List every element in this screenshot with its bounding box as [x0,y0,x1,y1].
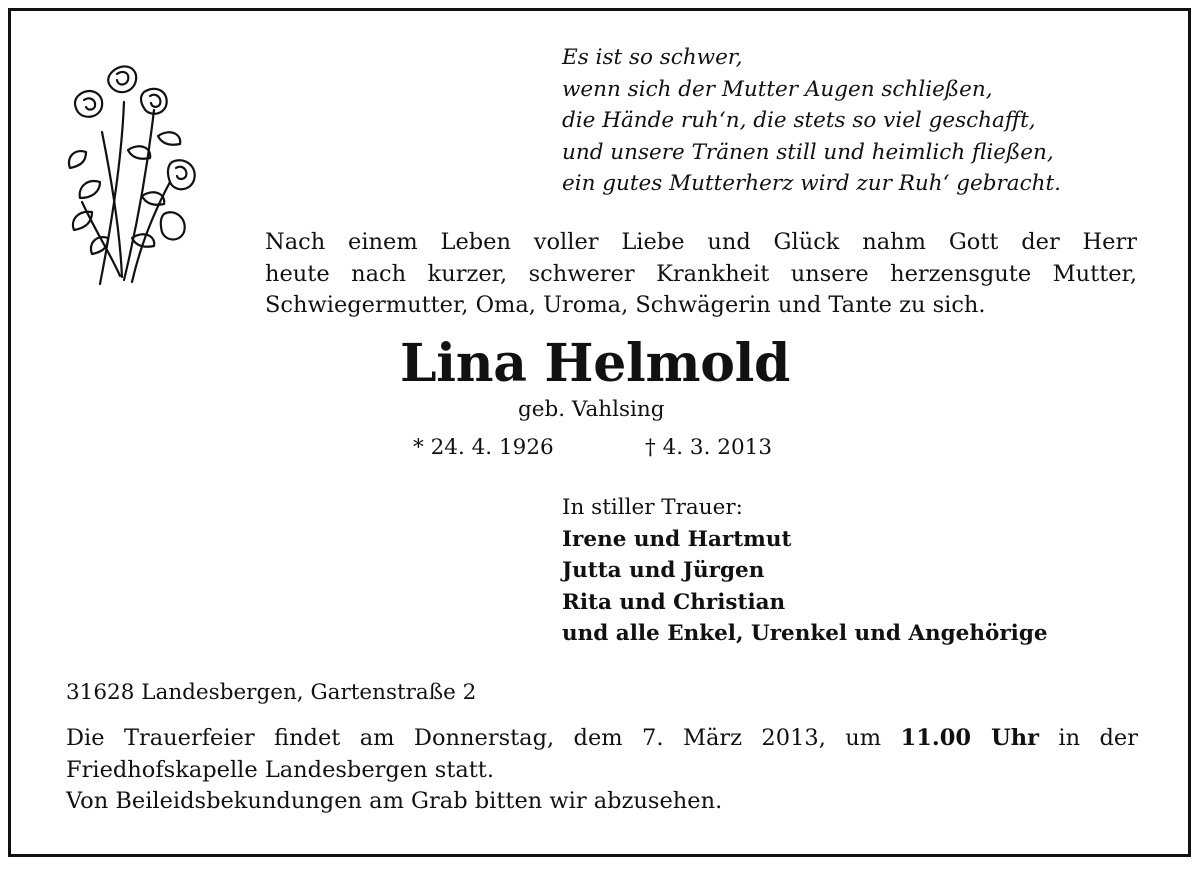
poem-line: ein gutes Mutterherz wird zur Ruh‘ gebracht. [562,171,1061,197]
mourner-name: Rita und Christian [562,589,786,615]
mourner-name: Jutta und Jürgen [562,558,765,584]
birth-date: * 24. 4. 1926 [413,435,554,460]
death-date: † 4. 3. 2013 [645,435,772,460]
deceased-name: Lina Helmold [400,333,791,394]
roses-icon [62,62,207,287]
mourners-block [562,492,1048,650]
service-text: in der [1058,725,1138,751]
mourners-heading: In stiller Trauer: [562,495,743,520]
intro-line: Schwiegermutter, Oma, Uroma, Schwägerin und Tante zu sich. [265,292,986,319]
intro-text [265,227,1137,322]
poem-line: und unsere Tränen still und heimlich fließen, [562,139,1054,165]
mourner-name: und alle Enkel, Urenkel und Angehörige [562,621,1048,647]
service-time: 11.00 Uhr [900,725,1039,751]
poem-line: die Hände ruh‘n, die stets so viel geschafft, [562,108,1036,134]
intro-line: heute nach kurzer, schwerer Krankheit unsere herzensgute Mutter, [265,260,1137,287]
service-info [66,723,1138,818]
poem [562,42,1172,200]
poem-line: Es ist so schwer, [562,45,743,70]
address: 31628 Landesbergen, Gartenstraße 2 [66,680,477,705]
mourner-name: Irene und Hartmut [562,526,792,552]
service-text: Die Trauerfeier findet am Donnerstag, dem 7. März 2013, um [66,725,882,751]
service-line-2: Friedhofskapelle Landesbergen statt. [66,756,495,783]
maiden-name: geb. Vahlsing [518,397,665,422]
intro-line: Nach einem Leben voller Liebe und Glück nahm Gott der Herr [265,229,1137,255]
service-line-3: Von Beileidsbekundungen am Grab bitten wir abzusehen. [66,788,723,815]
service-line-1 [66,723,1138,755]
poem-line: wenn sich der Mutter Augen schließen, [562,76,993,102]
